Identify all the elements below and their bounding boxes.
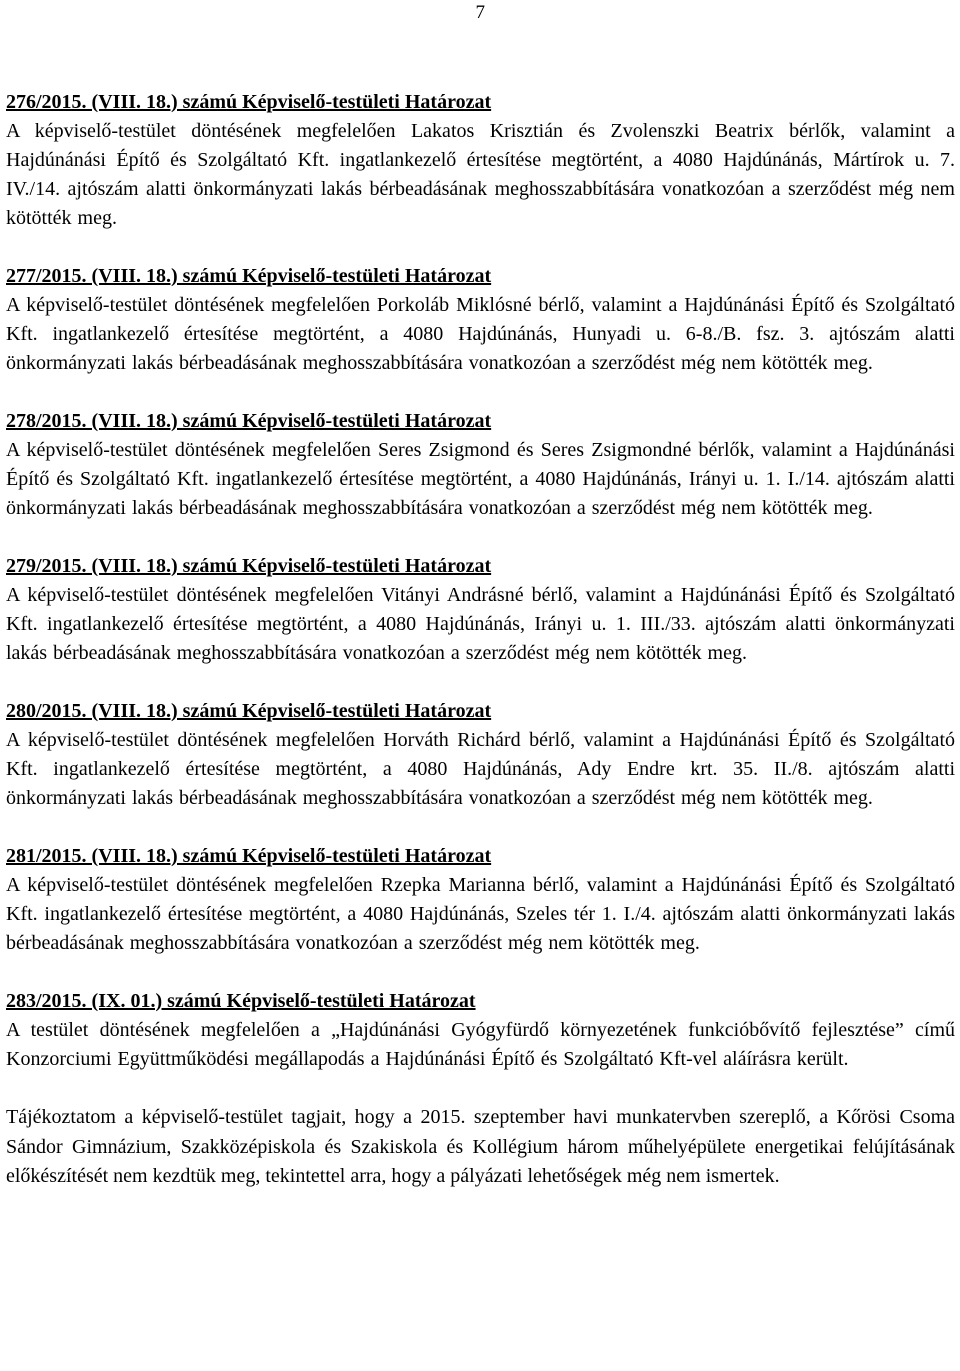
resolution-text: A képviselő-testület döntésének megfelelően Porkoláb Miklósné bérlő, valamint a Hajdúnánási Építő és Szolgáltató Kft. ingatlankezelő értesítése megtörtént, a 4080 Hajdúnánás, Hunyadi u. 6-8./B. fsz. 3. ajtószám alatti önkormányzati lakás bérbeadásának meghosszabbítására vonatkozóan a szerződést még nem kötötték meg. (6, 294, 955, 374)
resolution-278 (6, 407, 955, 523)
resolution-text: A képviselő-testület döntésének megfelelően Lakatos Krisztián és Zvolenszki Beatrix bérlők, valamint a Hajdúnánási Építő és Szolgáltató Kft. ingatlankezelő értesítése megtörtént, a 4080 Hajdúnánás, Mártírok u. 7. IV./14. ajtószám alatti önkormányzati lakás bérbeadásának meghosszabbítására vonatkozóan a szerződést még nem kötötték meg. (6, 120, 955, 229)
resolution-text: A képviselő-testület döntésének megfelelően Rzepka Marianna bérlő, valamint a Hajdúnánási Építő és Szolgáltató Kft. ingatlankezelő értesítése megtörtént, a 4080 Hajdúnánás, Szeles tér 1. I./4. ajtószám alatti önkormányzati lakás bérbeadásának meghosszabbítására vonatkozóan a szerződést még nem kötötték meg. (6, 874, 955, 954)
resolution-title: 281/2015. (VIII. 18.) számú Képviselő-testületi Határozat (6, 845, 492, 867)
resolution-title: 277/2015. (VIII. 18.) számú Képviselő-testületi Határozat (6, 265, 492, 287)
resolution-279 (6, 552, 955, 668)
resolution-text: A képviselő-testület döntésének megfelelően Vitányi Andrásné bérlő, valamint a Hajdúnánási Építő és Szolgáltató Kft. ingatlankezelő értesítése megtörtént, a 4080 Hajdúnánás, Irányi u. 1. III./33. ajtószám alatti önkormányzati lakás bérbeadásának meghosszabbítására vonatkozóan a szerződést még nem kötötték meg. (6, 584, 955, 664)
resolution-text: A képviselő-testület döntésének megfelelően Seres Zsigmond és Seres Zsigmondné bérlők, valamint a Hajdúnánási Építő és Szolgáltató Kft. ingatlankezelő értesítése megtörtént, a 4080 Hajdúnánás, Irányi u. 1. I./14. ajtószám alatti önkormányzati lakás bérbeadásának meghosszabbítására vonatkozóan a szerződést még nem kötötték meg. (6, 439, 955, 519)
resolution-title: 280/2015. (VIII. 18.) számú Képviselő-testületi Határozat (6, 700, 492, 722)
resolution-title: 279/2015. (VIII. 18.) számú Képviselő-testületi Határozat (6, 555, 492, 577)
document-body (6, 88, 955, 1192)
resolution-276 (6, 88, 955, 233)
resolution-281 (6, 842, 955, 958)
resolution-283 (6, 987, 955, 1074)
resolution-277 (6, 262, 955, 378)
resolution-title: 276/2015. (VIII. 18.) számú Képviselő-testületi Határozat (6, 91, 492, 113)
resolution-text: A képviselő-testület döntésének megfelelően Horváth Richárd bérlő, valamint a Hajdúnánási Építő és Szolgáltató Kft. ingatlankezelő értesítése megtörtént, a 4080 Hajdúnánás, Ady Endre krt. 35. II./8. ajtószám alatti önkormányzati lakás bérbeadásának meghosszabbítására vonatkozóan a szerződést még nem kötötték meg. (6, 729, 955, 809)
resolution-text: A testület döntésének megfelelően a „Hajdúnánási Gyógyfürdő környezetének funkcióbővítő fejlesztése” című Konzorciumi Együttműködési megállapodás a Hajdúnánási Építő és Szolgáltató Kft-vel aláírásra került. (6, 1019, 955, 1070)
information-paragraph: Tájékoztatom a képviselő-testület tagjait, hogy a 2015. szeptember havi munkatervben szereplő, a Kőrösi Csoma Sándor Gimnázium, Szakközépiskola és Szakiskola és Kollégium három műhelyépülete energetikai felújításának előkészítését nem kezdtük meg, tekintettel arra, hogy a pályázati lehetőségek még nem ismertek. (6, 1106, 955, 1187)
page-number: 7 (475, 2, 485, 23)
resolution-title: 278/2015. (VIII. 18.) számú Képviselő-testületi Határozat (6, 410, 492, 432)
resolution-title: 283/2015. (IX. 01.) számú Képviselő-testületi Határozat (6, 990, 476, 1012)
resolution-280 (6, 697, 955, 813)
